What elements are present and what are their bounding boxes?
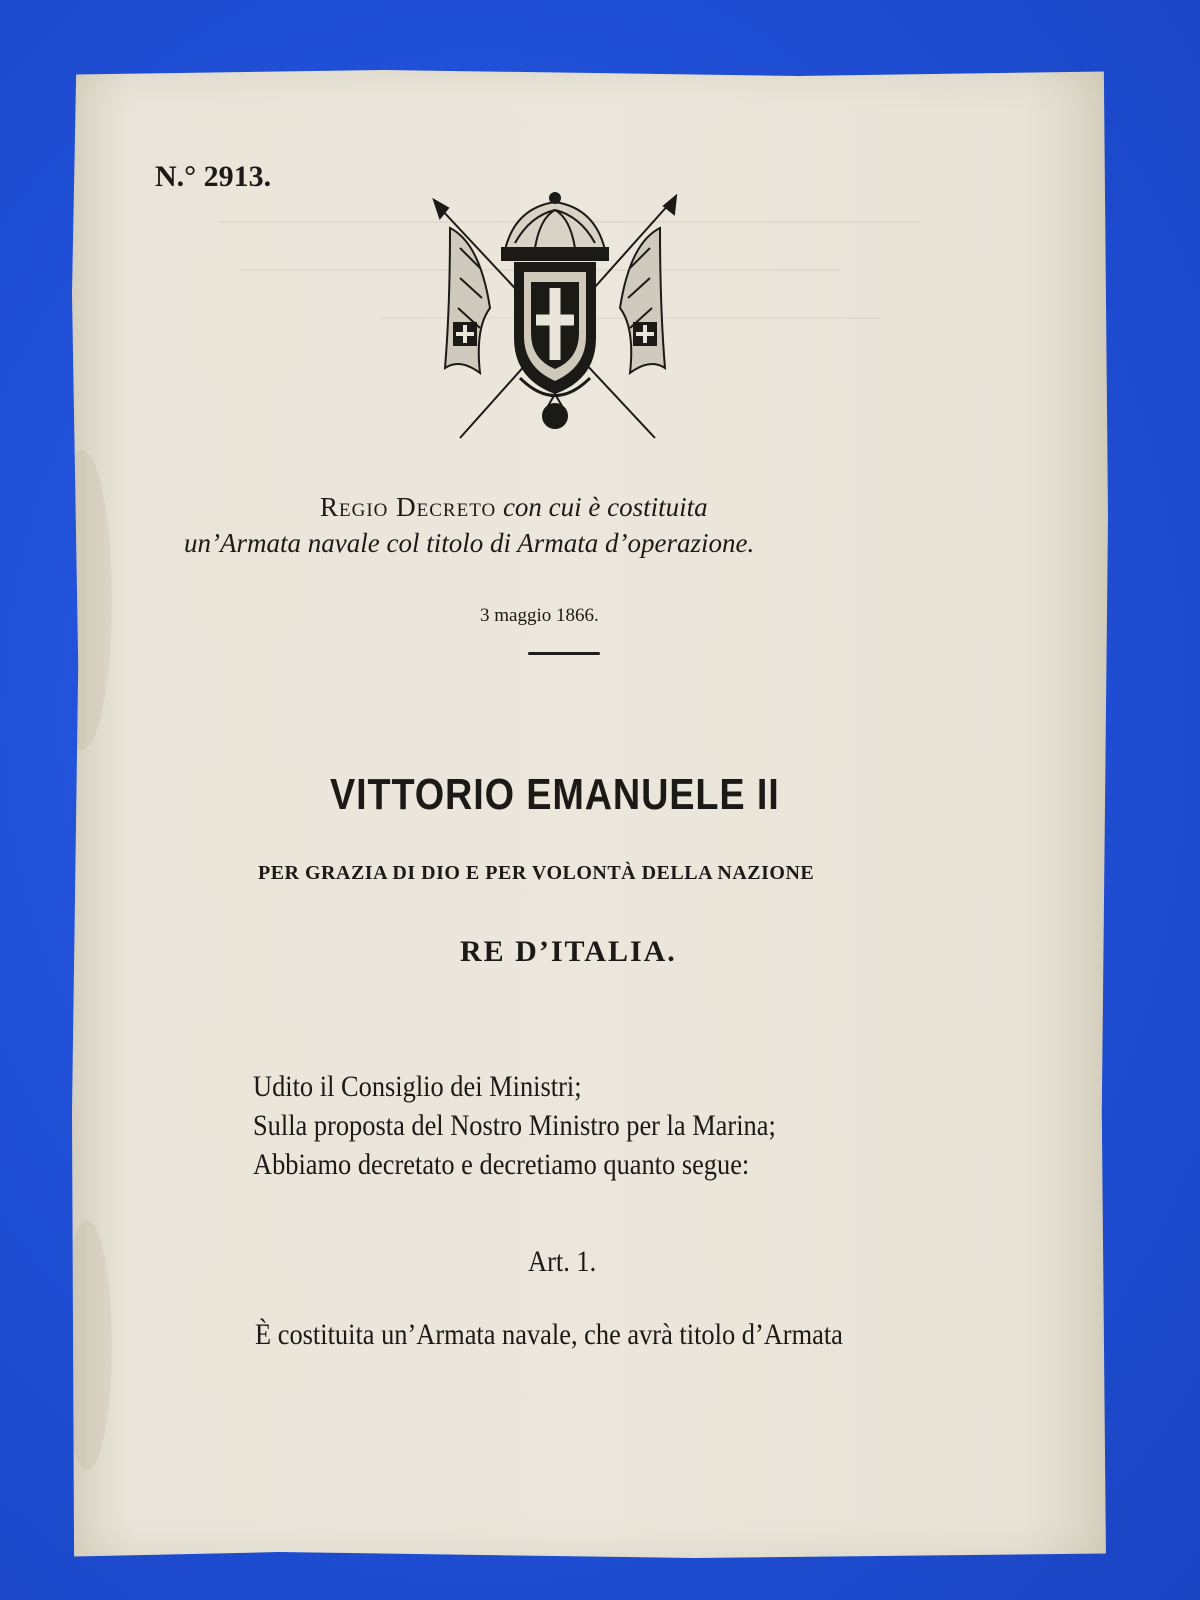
decree-date: 3 maggio 1866. xyxy=(480,605,599,626)
article-text: È costituita un’Armata navale, che avrà titolo d’Armata xyxy=(255,1318,843,1351)
decree-title-line1 xyxy=(320,492,708,523)
clause-line: Udito il Consiglio dei Ministri; xyxy=(253,1070,582,1103)
article-heading: Art. 1. xyxy=(528,1245,597,1278)
decree-title-rest: con cui è costituita xyxy=(502,492,708,522)
clause-line: Abbiamo decretato e decretiamo quanto segue: xyxy=(253,1148,750,1181)
grace-formula: PER GRAZIA DI DIO E PER VOLONTÀ DELLA NAZIONE xyxy=(258,862,815,884)
decree-title-line2: un’Armata navale col titolo di Armata d’operazione. xyxy=(184,528,755,558)
clause-line: Sulla proposta del Nostro Ministro per la Marina; xyxy=(253,1109,776,1142)
paper-stain xyxy=(52,450,112,750)
divider-rule xyxy=(528,652,600,655)
king-name: VITTORIO EMANUELE II xyxy=(330,770,780,819)
royal-title: RE D’ITALIA. xyxy=(460,935,677,968)
coat-of-arms-icon xyxy=(420,188,690,448)
decree-title-prefix: Regio Decreto xyxy=(320,492,497,522)
paper-stain xyxy=(62,1220,112,1470)
decree-number: N.° 2913. xyxy=(155,160,272,193)
